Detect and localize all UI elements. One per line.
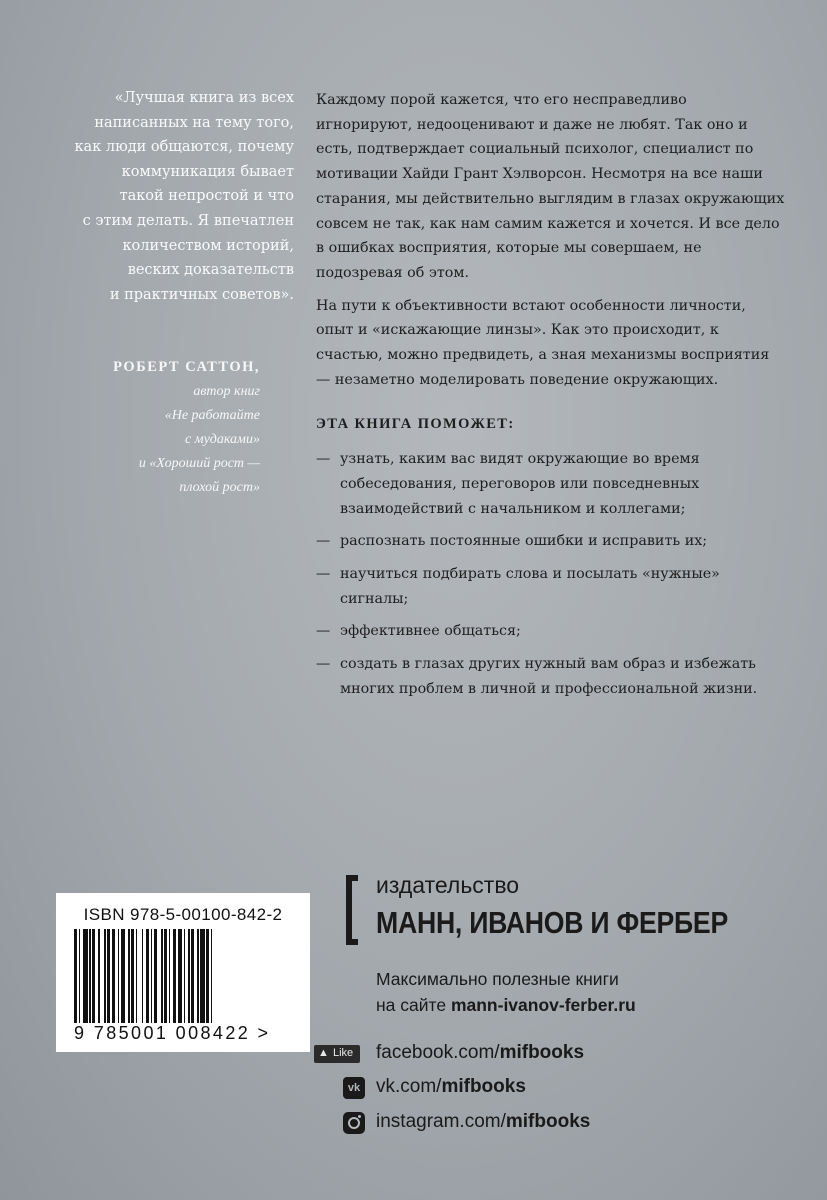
barcode-bar — [79, 929, 81, 1023]
barcode-bar — [200, 929, 205, 1023]
quote-line: такой непростой и что — [119, 188, 294, 205]
publisher-label: издательство — [376, 872, 520, 898]
quote-line: как люди общаются, почему — [74, 139, 294, 156]
facebook-row — [0, 1042, 620, 1068]
author-note — [60, 380, 260, 500]
vk-link[interactable]: vk.com/mifbooks — [376, 1076, 526, 1097]
barcode-bar — [169, 929, 171, 1023]
barcode-bar — [131, 929, 134, 1023]
author-name: РОБЕРТ САТТОН, — [113, 359, 260, 375]
barcode-bar — [206, 929, 209, 1023]
slogan-line: Максимально полезные книги — [376, 969, 619, 989]
helps-heading: ЭТА КНИГА ПОМОЖЕТ: — [316, 416, 515, 433]
quote-line: количеством историй, — [122, 237, 294, 254]
description-paragraph: На пути к объективности встают особенности личности, опыт и «искажающие линзы». Как это происходит, к счастью, можно предвидеть, а зная механизмы восприятия — незаметно моделировать поведение окружающих. — [316, 297, 770, 388]
vk-row — [0, 1076, 620, 1102]
bracket-mark — [346, 875, 358, 945]
like-badge — [314, 1045, 360, 1063]
vk-icon: vk — [343, 1077, 365, 1099]
facebook-link[interactable]: facebook.com/mifbooks — [376, 1042, 585, 1063]
thumbs-up-icon: ▲ — [318, 1047, 329, 1059]
barcode-bar — [118, 929, 120, 1023]
barcode-bar — [74, 929, 77, 1023]
list-item: — научиться подбирать слова и посылать «нужные» сигналы; — [316, 562, 786, 611]
like-label: Like — [333, 1047, 354, 1059]
barcode-bar — [211, 929, 213, 1023]
barcode-bar — [164, 929, 167, 1023]
barcode-bar — [98, 929, 100, 1023]
barcode-bar — [92, 929, 95, 1023]
barcode-bar — [142, 929, 144, 1023]
barcode-bar — [161, 929, 163, 1023]
description-paragraph: Каждому порой кажется, что его несправедливо игнорируют, недооценивают и даже не любят. Так оно и есть, подтверждает социальный психолог, специалист по мотивации Хайди Грант Хэлворсон. Несмотря на все наши старания, мы действительно выглядим в глазах окружающих совсем не так, как нам самим кажется и хочется. И все дело в ошибках восприятия, которые мы совершаем, не подозревая об этом. — [316, 92, 785, 281]
instagram-row — [0, 1111, 620, 1137]
barcode-bar — [104, 929, 106, 1023]
barcode-bar — [136, 929, 138, 1023]
slogan-prefix: на сайте — [376, 995, 451, 1015]
quote-line: с этим делать. Я впечатлен — [82, 212, 294, 229]
slogan-line — [376, 992, 636, 1018]
list-item: — эффективнее общаться; — [316, 619, 786, 644]
publisher-name: МАНН, ИВАНОВ И ФЕРБЕР — [376, 905, 728, 940]
author-note-line: плохой рост» — [179, 480, 260, 495]
barcode-bar — [154, 929, 157, 1023]
author-note-line: и «Хороший рост — — [138, 456, 260, 471]
barcode-bar — [188, 929, 190, 1023]
quote-author — [60, 356, 260, 500]
instagram-link[interactable]: instagram.com/mifbooks — [376, 1111, 591, 1132]
barcode-bar — [151, 929, 153, 1023]
quote-line: «Лучшая книга из всех — [114, 90, 294, 106]
barcode-bars — [74, 929, 292, 1023]
author-note-line: «Не работайте — [164, 408, 260, 423]
author-note-line: с мудаками» — [184, 432, 260, 447]
barcode-bar — [128, 929, 130, 1023]
isbn-barcode — [56, 893, 310, 1052]
author-note-line: автор книг — [193, 384, 260, 399]
barcode-bar — [197, 929, 199, 1023]
barcode-bar — [191, 929, 194, 1023]
quote-line: веских доказательств — [127, 262, 294, 279]
review-quote — [60, 86, 294, 307]
barcode-bar — [121, 929, 126, 1023]
barcode-bar — [112, 929, 115, 1023]
barcode-bar — [184, 929, 186, 1023]
barcode-bar — [146, 929, 149, 1023]
barcode-digits: 9 785001 008422 > — [74, 1023, 271, 1043]
isbn-number: ISBN 978-5-00100-842-2 — [83, 905, 283, 924]
barcode-bar — [89, 929, 91, 1023]
quote-line: коммуникация бывает — [121, 163, 294, 180]
helps-list — [316, 447, 786, 701]
list-item: — создать в глазах других нужный вам образ и избежать многих проблем в личной и профессиональной жизни. — [316, 652, 786, 701]
quote-line: и практичных советов». — [109, 286, 294, 303]
list-item: — узнать, каким вас видят окружающие во время собеседования, переговоров или повседневных взаимодействий с начальником и коллегами; — [316, 447, 786, 521]
book-description — [316, 88, 786, 709]
barcode-bar — [173, 929, 176, 1023]
list-item: — распознать постоянные ошибки и исправить их; — [316, 529, 786, 554]
barcode-bar — [107, 929, 110, 1023]
publisher-slogan — [376, 966, 636, 1018]
barcode-bar — [83, 929, 88, 1023]
barcode-bar — [178, 929, 183, 1023]
quote-line: написанных на тему того, — [94, 114, 294, 131]
instagram-icon — [343, 1112, 365, 1134]
website-link[interactable]: mann-ivanov-ferber.ru — [450, 995, 636, 1015]
